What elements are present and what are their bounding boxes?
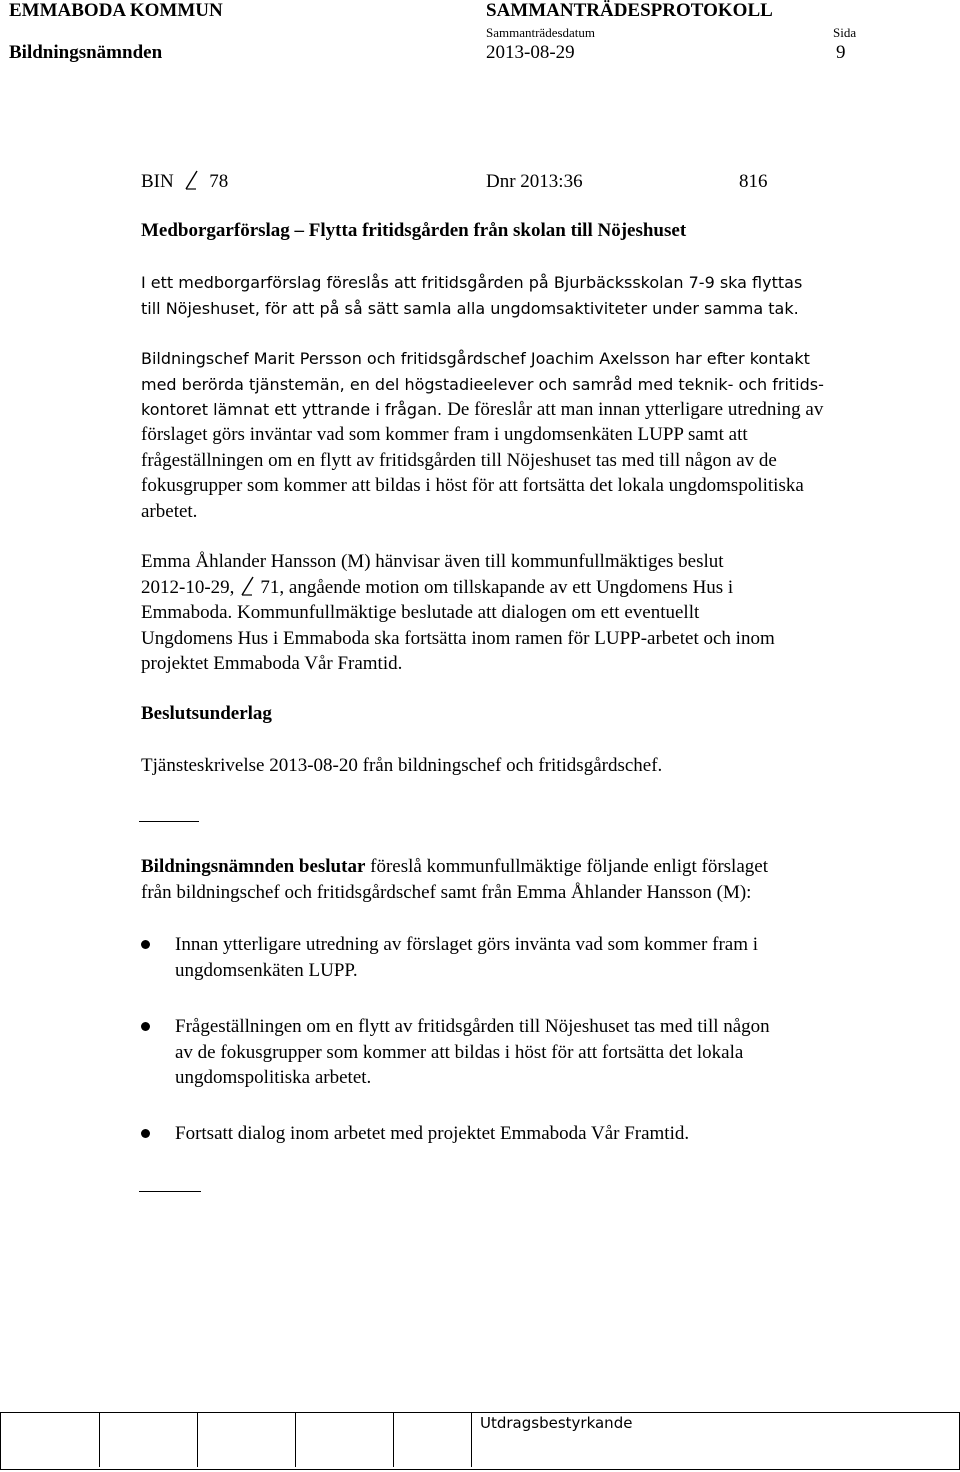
meeting-date: 2013-08-29	[486, 42, 575, 63]
page-label: Sida	[833, 25, 857, 40]
text-segment: föreslå kommunfullmäktige följande enligt förslaget	[370, 856, 768, 877]
text-line: frågeställningen om en flytt av fritidsgården till Nöjeshuset tas med till någon av de	[141, 449, 777, 471]
basis-text: Tjänsteskrivelse 2013-08-20 från bildningschef och fritidsgårdschef.	[141, 755, 663, 776]
decision-lead: Bildningsnämnden beslutar	[141, 856, 366, 877]
basis-heading: Beslutsunderlag	[141, 703, 272, 724]
list-item	[175, 932, 875, 983]
text-line: fokusgrupper som kommer att bildas i höst för att fortsätta det lokala ungdomspolitiska	[141, 475, 804, 496]
text-line: av de fokusgrupper som kommer att bildas i höst för att fortsätta det lokala	[175, 1041, 744, 1063]
list-item	[175, 1121, 875, 1147]
text-line: till Nöjeshuset, för att på så sätt samla alla ungdomsaktiviteter under samma tak.	[141, 298, 799, 318]
paragraph-2-continued	[141, 422, 901, 524]
case-title: Medborgarförslag – Flytta fritidsgården från skolan till Nöjeshuset	[141, 220, 687, 241]
text-line: med berörda tjänstemän, en del högstadieelever och samråd med teknik- och fritids-	[141, 374, 824, 394]
paragraph-3	[141, 549, 901, 677]
text-line: Frågeställningen om en flytt av fritidsgården till Nöjeshuset tas med till någon	[175, 1016, 770, 1037]
text-line	[141, 854, 901, 880]
text-line: I ett medborgarförslag föreslås att fritidsgården på Bjurbäcksskolan 7-9 ska flyttas	[141, 273, 803, 292]
decision-intro	[141, 854, 901, 905]
signature-box	[197, 1413, 296, 1467]
case-number: 78	[209, 171, 229, 192]
divider	[139, 1191, 201, 1192]
committee-name: Bildningsnämnden	[9, 42, 163, 63]
text-line: Ungdomens Hus i Emmaboda ska fortsätta inom ramen för LUPP-arbetet och inom	[141, 627, 775, 649]
paragraph-sign-icon	[182, 169, 200, 191]
text-line: Innan ytterligare utredning av förslaget görs invänta vad som kommer fram i	[175, 934, 759, 955]
text-line: ungdomspolitiska arbetet.	[175, 1067, 372, 1088]
list-item	[175, 1014, 875, 1091]
signature-box	[1, 1413, 100, 1467]
paragraph-2	[141, 346, 901, 423]
signature-box	[295, 1413, 394, 1467]
text-line: Bildningschef Marit Persson och fritidsgårdschef Joachim Axelsson har efter kontakt	[141, 349, 810, 368]
text-line: arbetet.	[141, 500, 198, 522]
text-line: Fortsatt dialog inom arbetet med projektet Emmaboda Vår Framtid.	[175, 1123, 690, 1144]
page-number: 9	[836, 42, 846, 63]
signature-box	[99, 1413, 198, 1467]
text-line: ungdomsenkäten LUPP.	[175, 959, 358, 981]
document-type: SAMMANTRÄDESPROTOKOLL	[486, 0, 773, 21]
bullet-icon	[141, 940, 150, 949]
case-code: 816	[739, 171, 768, 192]
text-segment: 2012-10-29,	[141, 576, 235, 598]
text-line: förslaget görs inväntar vad som kommer fram i ungdomsenkäten LUPP samt att	[141, 424, 748, 445]
text-segment: 71, angående motion om tillskapande av ett Ungdomens Hus i	[260, 576, 734, 598]
text-segment: De föreslår att man innan ytterligare utredning av	[447, 399, 824, 420]
date-label: Sammanträdesdatum	[486, 25, 596, 40]
case-dnr: Dnr 2013:36	[486, 171, 583, 192]
divider	[139, 821, 199, 822]
case-prefix: BIN	[141, 171, 174, 192]
text-line: från bildningschef och fritidsgårdschef samt från Emma Åhlander Hansson (M):	[141, 881, 752, 903]
signature-box	[393, 1413, 472, 1467]
paragraph-1	[141, 270, 901, 321]
paragraph-sign-icon	[238, 575, 256, 597]
text-line	[141, 397, 901, 423]
text-line: Emma Åhlander Hansson (M) hänvisar även till kommunfullmäktiges beslut	[141, 551, 724, 572]
bullet-icon	[141, 1022, 150, 1031]
text-line: Emmaboda. Kommunfullmäktige beslutade att dialogen om ett eventuellt	[141, 602, 700, 623]
certification-label: Utdragsbestyrkande	[480, 1414, 633, 1432]
org-name: EMMABODA KOMMUN	[9, 0, 223, 21]
case-id	[141, 169, 228, 195]
text-line	[141, 575, 901, 601]
text-segment: kontoret lämnat ett yttrande i frågan.	[141, 400, 443, 419]
text-line: projektet Emmaboda Vår Framtid.	[141, 653, 403, 674]
bullet-icon	[141, 1129, 150, 1138]
